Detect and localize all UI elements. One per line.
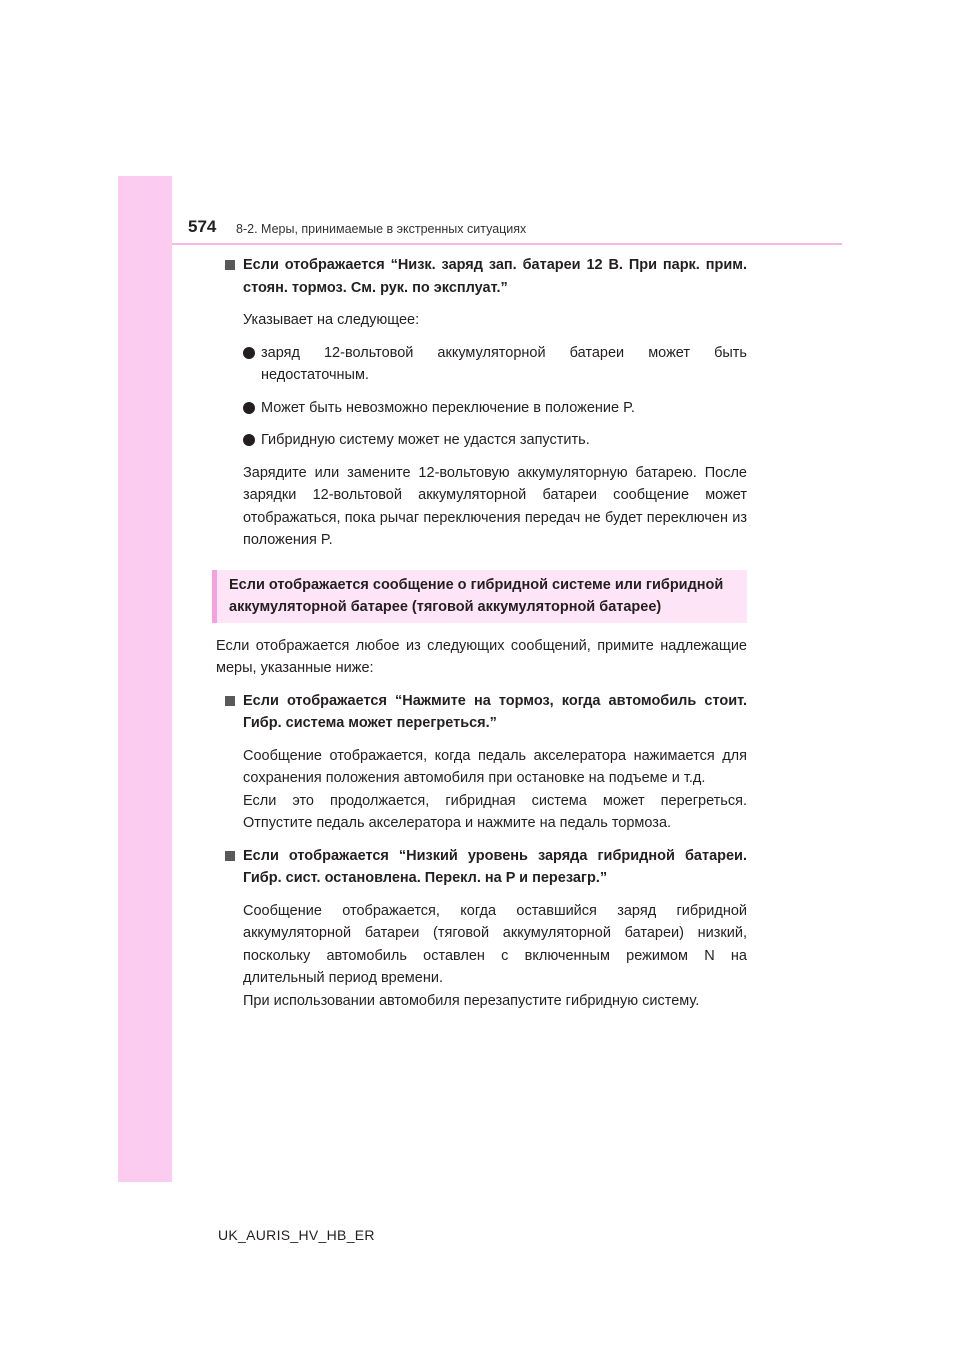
- list-item-text: заряд 12-вольтовой аккумуляторной батареи может быть недостаточным.: [261, 344, 747, 383]
- intro-paragraph: Если отображается любое из следующих сообщений, примите надлежащие меры, указанные ниже:: [216, 637, 747, 676]
- list-item-text: Гибридную систему может не удастся запустить.: [261, 432, 590, 448]
- callout-text: Если отображается сообщение о гибридной системе или гибридной аккумуляторной батарее (тяговой аккумуляторной батарее): [229, 576, 724, 615]
- message-heading-low-battery: [216, 254, 747, 299]
- page-content: [216, 252, 747, 1012]
- round-bullet-icon: [243, 347, 255, 359]
- round-bullet-icon: [243, 402, 255, 414]
- body-paragraph: Если это продолжается, гибридная система может перегреться. Отпустите педаль акселератора и нажмите на педаль тормоза.: [243, 792, 747, 831]
- list-item: [216, 429, 747, 452]
- heading-text: Если отображается “Низкий уровень заряда гибридной батареи. Гибр. сист. остановлена. Перекл. на P и перезагр.”: [243, 847, 747, 886]
- square-bullet-icon: [225, 260, 235, 270]
- body-paragraph: При использовании автомобиля перезапустите гибридную систему.: [243, 992, 700, 1009]
- section-title: 8-2. Меры, принимаемые в экстренных ситуациях: [236, 222, 527, 236]
- document-code: UK_AURIS_HV_HB_ER: [218, 1227, 375, 1243]
- body-paragraph: Сообщение отображается, когда оставшийся заряд гибридной аккумуляторной батареи (тяговой аккумуляторной батареи) низкий, поскольку автомобиль оставлен с включенным режимом N на длительный период времени.: [243, 902, 747, 986]
- heading-text: Если отображается “Низк. заряд зап. батареи 12 В. При парк. прим. стоян. тормоз. См. рук. по эксплуат.”: [243, 257, 747, 296]
- indicates-label: Указывает на следующее:: [243, 312, 420, 328]
- list-item: [216, 397, 747, 420]
- side-tab-band: [118, 176, 172, 1182]
- body-paragraph: Зарядите или замените 12-вольтовую аккумуляторную батарею. После зарядки 12-вольтовой аккумуляторной батареи сообщение может отображаться, пока рычаг переключения передач не будет переключен из положения P.: [243, 464, 747, 548]
- message-heading-press-brake: [216, 690, 747, 735]
- section-callout-heading: [212, 570, 747, 623]
- square-bullet-icon: [225, 851, 235, 861]
- header-divider: [172, 243, 842, 245]
- list-item: [216, 342, 747, 387]
- page-number: 574: [188, 217, 217, 236]
- square-bullet-icon: [225, 696, 235, 706]
- heading-text: Если отображается “Нажмите на тормоз, когда автомобиль стоит. Гибр. система может перегреться.”: [243, 692, 747, 731]
- body-paragraph: Сообщение отображается, когда педаль акселератора нажимается для сохранения положения автомобиля при остановке на подъеме и т.д.: [243, 747, 747, 786]
- message-heading-low-hybrid-battery: [216, 845, 747, 890]
- list-item-text: Может быть невозможно переключение в положение P.: [261, 399, 635, 416]
- round-bullet-icon: [243, 434, 255, 446]
